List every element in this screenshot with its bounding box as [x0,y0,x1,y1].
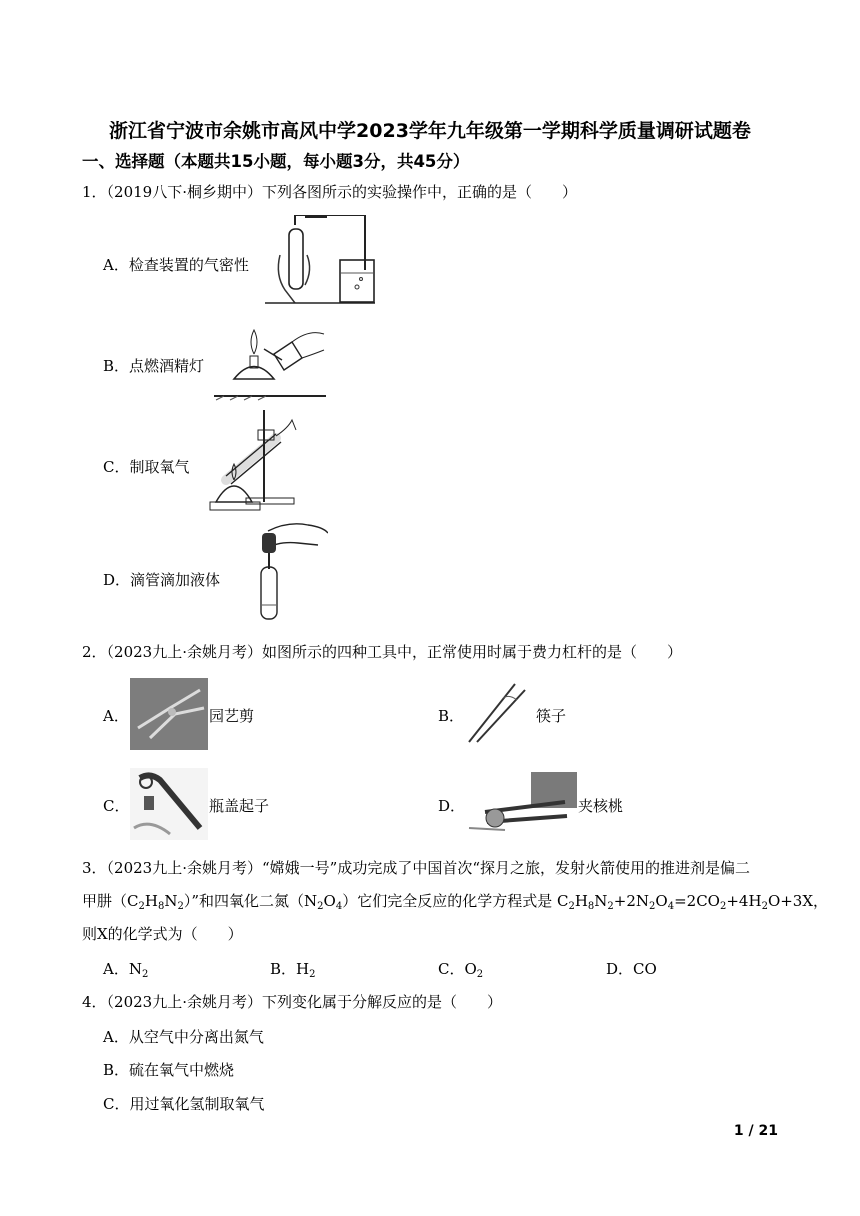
question-3-stem: 3．（2023九上·余姚月考）“嫦娥一号”成功完成了中国首次“探月之旅，发射火箭使用的推进剂是偏二 [82,859,750,877]
q3-text-d: +2N [613,892,650,910]
question-4-stem: 4．（2023九上·余姚月考）下列变化属于分解反应的是（ ） [82,993,502,1011]
q1-option-d: D．滴管滴加液体 [103,571,221,589]
q3-text-g: O+3X， [767,892,829,910]
q2-option-b-letter: B． [438,707,465,725]
page-title: 浙江省宁波市余姚市高风中学2023学年九年级第一学期科学质量调研试题卷 [109,120,751,142]
section-heading: 一、选择题（本题共15小题，每小题3分，共45分） [82,152,470,171]
q4-option-a: A．从空气中分离出氮气 [103,1028,264,1046]
q2-option-b-label: 筷子 [536,707,567,725]
airtight-check-figure [265,215,375,307]
q3-text-a: 甲肼（C [82,892,139,910]
q2-option-d-letter: D． [438,797,466,815]
alcohol-lamp-figure [214,324,326,402]
q2-option-a-label: 园艺剪 [209,707,255,725]
q1-option-b: B．点燃酒精灯 [103,357,205,375]
q3-text-f: +4H [726,892,762,910]
bottle-opener-image [130,768,208,840]
q2-option-d-label: 夹核桃 [578,797,624,815]
question-2-stem: 2．（2023九上·余姚月考）如图所示的四种工具中，正常使用时属于费力杠杆的是（ ） [82,643,682,661]
q1-option-a: A．检查装置的气密性 [103,256,249,274]
q3-option-b: B．$H_2$ [270,960,316,980]
q3-text-c: ）它们完全反应的化学方程式是 C [342,892,569,910]
q3-text-e: =2CO [674,892,720,910]
q4-option-b: B．硫在氧气中燃烧 [103,1061,235,1079]
question-1-stem: 1．（2019八下·桐乡期中）下列各图所示的实验操作中，正确的是（ ） [82,183,577,201]
q3-option-c: C．$O_2$ [438,960,484,980]
q3-option-a: A．$N_2$ [103,960,149,980]
nutcracker-image [465,772,577,834]
question-3-formula-line: 甲肼$(C_2H_8N_2)$”和四氧化二氮$(N_2O_4)$它们完全反应的化学方程式是 $C_2H_8N_2+2N_2O_4=2CO_2+4H_2O+3X$， [82,892,829,912]
q1-option-c: C．制取氧气 [103,458,190,476]
garden-shears-image [130,678,208,750]
q2-option-c-letter: C． [103,797,130,815]
page-number: 1 / 21 [733,1123,778,1139]
chopsticks-image [465,680,529,744]
question-3-line3: 则X的化学式为（ ） [82,925,243,943]
oxygen-prep-figure [206,410,306,514]
q2-option-a-letter: A． [103,707,129,725]
q3-text-b: ）”和四氧化二氮（N [183,892,318,910]
q3-option-d: D．CO [606,960,657,978]
q2-option-c-label: 瓶盖起子 [209,797,270,815]
dropper-figure [248,519,328,621]
q4-option-c: C．用过氧化氢制取氧气 [103,1095,265,1113]
